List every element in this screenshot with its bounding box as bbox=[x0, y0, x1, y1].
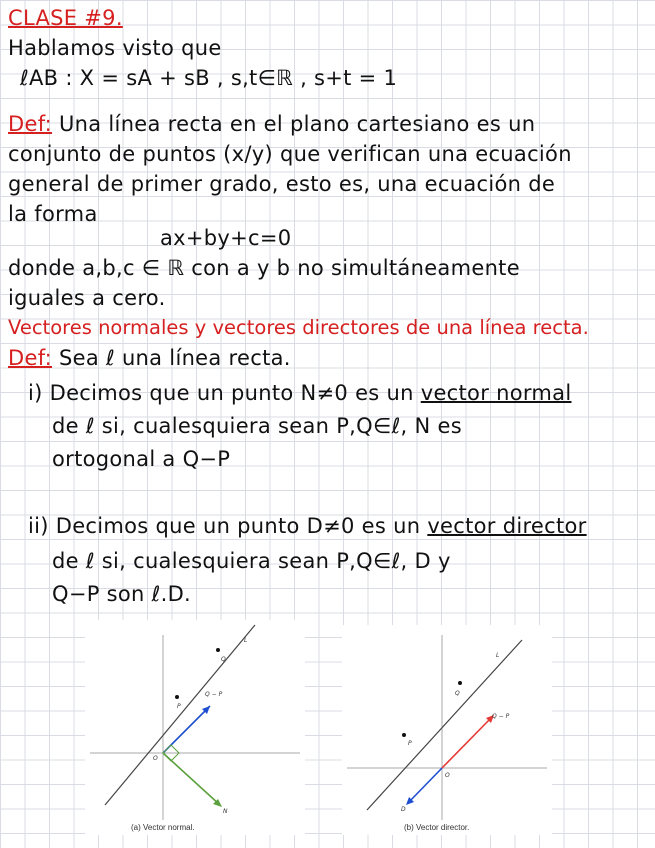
label-O: O bbox=[153, 755, 158, 762]
figure-a-caption: (a) Vector normal. bbox=[131, 823, 195, 832]
page-title: CLASE #9. bbox=[8, 6, 123, 30]
label-P: P bbox=[177, 703, 181, 710]
label-Q: Q bbox=[221, 656, 226, 663]
def1-text-6: iguales a cero. bbox=[8, 286, 166, 310]
item-i-line-2: de ℓ si, cualesquiera sean P,Q∈ℓ, N es bbox=[52, 414, 462, 438]
figure-b-caption: (b) Vector director. bbox=[404, 823, 470, 832]
label-O: O bbox=[445, 772, 450, 779]
def1-text-2: conjunto de puntos (x/y) que verifican una ecuación bbox=[8, 142, 572, 166]
def1-text-4: la forma bbox=[8, 202, 98, 226]
label-Q-minus-P: Q − P bbox=[492, 713, 510, 720]
general-equation: ax+by+c=0 bbox=[160, 226, 292, 250]
item-ii-text: ii) Decimos que un punto D≠0 es un bbox=[28, 514, 421, 538]
definition-line-1 bbox=[8, 112, 535, 136]
intro-text: Hablamos visto que bbox=[8, 36, 222, 60]
line-formula: ℓAB : X = sA + sB , s,t∈ℝ , s+t = 1 bbox=[20, 66, 398, 90]
def1-text-1: Una línea recta en el plano cartesiano es un bbox=[59, 112, 536, 136]
section-heading: Vectores normales y vectores directores de una línea recta. bbox=[8, 316, 589, 339]
label-N: N bbox=[223, 808, 228, 815]
label-Q-minus-P: Q − P bbox=[205, 691, 223, 698]
item-ii-line-3: Q−P son ℓ.D. bbox=[52, 582, 192, 606]
figure-vector-director bbox=[342, 625, 552, 835]
label-L: L bbox=[244, 637, 248, 644]
figure-vector-normal bbox=[85, 620, 305, 835]
item-i-line-3: ortogonal a Q−P bbox=[52, 447, 231, 471]
item-i-text: i) Decimos que un punto N≠0 es un bbox=[28, 381, 414, 405]
label-Q: Q bbox=[455, 690, 460, 697]
item-i-line-1 bbox=[28, 381, 572, 405]
def-label: Def: bbox=[8, 112, 53, 136]
def1-text-5: donde a,b,c ∈ ℝ con a y b no simultáneamente bbox=[8, 256, 520, 280]
figure-b-diagram bbox=[342, 625, 552, 820]
def1-text-3: general de primer grado, esto es, una ecuación de bbox=[8, 172, 556, 196]
item-ii-line-1 bbox=[28, 514, 587, 538]
term-vector-normal: vector normal bbox=[420, 381, 572, 405]
definition-line-2 bbox=[8, 346, 291, 370]
figure-a-diagram bbox=[85, 620, 305, 820]
def2-label: Def: bbox=[8, 346, 53, 370]
term-vector-director: vector director bbox=[427, 514, 587, 538]
item-ii-line-2: de ℓ si, cualesquiera sean P,Q∈ℓ, D y bbox=[52, 549, 451, 573]
label-L: L bbox=[496, 652, 500, 659]
label-P: P bbox=[408, 740, 412, 747]
def2-text-1: Sea ℓ una línea recta. bbox=[59, 346, 291, 370]
label-D: D bbox=[401, 806, 406, 813]
